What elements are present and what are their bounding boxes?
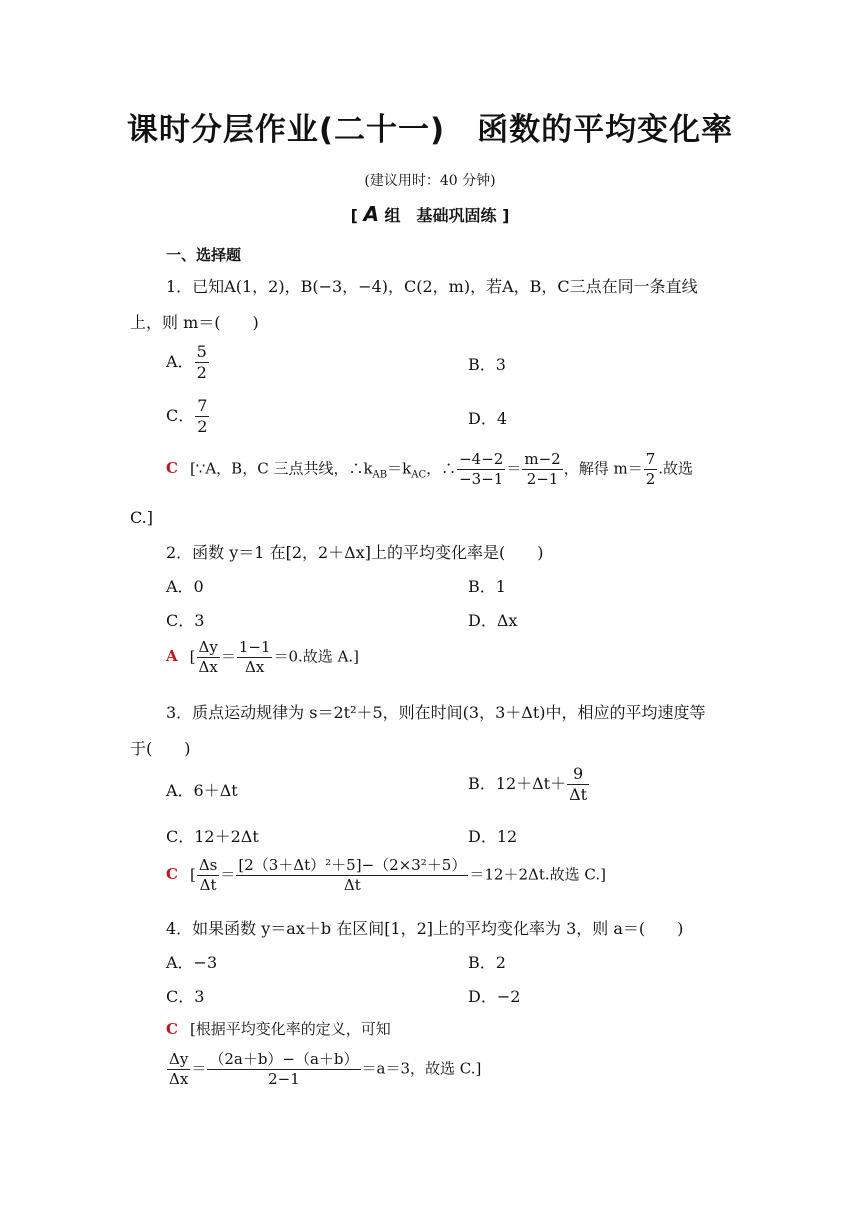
numerator: Δy	[169, 1050, 189, 1068]
q3-stem-line1: 3．质点运动规律为 s＝2t²＋5，则在时间(3，3＋Δt)中，相应的平均速度等	[166, 703, 706, 722]
equals-sign: ＝	[506, 459, 522, 478]
solution-text: ，∴	[426, 459, 457, 478]
denominator: Δx	[245, 657, 265, 676]
solution-text: [∵A，B，C 三点共线，∴k	[189, 459, 373, 478]
option-label: A．	[166, 352, 194, 371]
numerator: 5	[196, 342, 207, 361]
q3-option-b	[468, 764, 590, 805]
q3-option-c: C．12＋2Δt	[166, 827, 259, 846]
option-fraction	[567, 764, 589, 805]
suggested-time: (建议用时：40 分钟)	[364, 173, 496, 189]
numerator: 1−1	[238, 638, 271, 656]
numerator: m−2	[524, 450, 561, 468]
q3-option-a: A．6＋Δt	[166, 781, 238, 800]
q1-option-a	[166, 342, 210, 383]
solution-text: ，解得 m＝	[563, 459, 643, 478]
q3-option-d: D．12	[468, 827, 518, 846]
subscript: AB	[372, 469, 388, 481]
group-label: 组 基础巩固练	[384, 206, 497, 225]
q4-stem: 4．如果函数 y＝ax＋b 在区间[1，2]上的平均变化率为 3，则 a＝( )	[166, 919, 684, 938]
page-title: 课时分层作业(二十一) 函数的平均变化率	[126, 112, 734, 148]
numerator: Δs	[198, 856, 218, 874]
numerator: 9	[567, 764, 589, 785]
solution-text: [	[189, 647, 196, 666]
q1-option-b: B．3	[468, 355, 506, 374]
numerator: [2（3＋Δt）²＋5]−（2×3²＋5）	[238, 856, 467, 874]
denominator: 2−1	[526, 469, 559, 488]
q1-solution	[166, 450, 693, 489]
fraction	[207, 1050, 360, 1089]
answer-letter: C	[166, 1020, 178, 1038]
solution-text: .故选	[658, 459, 694, 478]
q3-solution	[166, 856, 606, 895]
solution-text: [	[189, 865, 196, 884]
denominator: Δx	[198, 657, 218, 676]
equals-sign: ＝	[220, 647, 236, 666]
equals-sign: ＝	[220, 865, 236, 884]
denominator: 2	[196, 363, 207, 382]
solution-text: [根据平均变化率的定义，可知	[189, 1020, 391, 1038]
fraction	[237, 638, 273, 677]
q1-solution-line2: C.]	[130, 508, 153, 527]
numerator: −4−2	[459, 450, 504, 468]
denominator: 2	[645, 469, 656, 488]
numerator: 7	[197, 396, 208, 415]
denominator: 2	[197, 417, 208, 436]
option-text: B．12＋Δt＋	[468, 774, 567, 793]
solution-text: ＝k	[387, 459, 412, 478]
fraction	[197, 638, 220, 677]
group-bracket-right: ]	[502, 206, 510, 225]
group-bracket-left: [	[350, 206, 358, 225]
q4-option-a: A．−3	[166, 953, 218, 972]
q2-solution	[166, 638, 359, 677]
answer-letter: A	[166, 647, 178, 666]
option-label: C．	[166, 406, 195, 425]
answer-letter: C	[166, 459, 178, 478]
denominator: Δt	[569, 785, 588, 804]
q2-option-b: B．1	[468, 577, 506, 596]
numerator: 7	[645, 450, 656, 468]
denominator: 2−1	[268, 1069, 300, 1088]
q2-option-d: D．Δx	[468, 611, 518, 630]
q2-option-c: C．3	[166, 611, 205, 630]
solution-text: ＝12＋2Δt.故选 C.]	[469, 865, 606, 884]
numerator: （2a＋b）−（a＋b）	[209, 1050, 359, 1068]
fraction	[457, 450, 505, 489]
q2-stem: 2．函数 y＝1 在[2，2＋Δx]上的平均变化率是( )	[166, 543, 544, 562]
q1-stem-line2: 上，则 m＝( )	[130, 313, 259, 332]
equals-sign: ＝	[191, 1059, 207, 1078]
fraction	[236, 856, 468, 895]
subscript: AC	[411, 469, 427, 481]
numerator: Δy	[198, 638, 218, 656]
fraction	[167, 1050, 190, 1089]
q4-solution-line1	[166, 1018, 391, 1039]
q1-stem-line1: 1．已知A(1，2)，B(−3，−4)，C(2，m)，若A，B，C三点在同一条直线	[166, 277, 698, 296]
solution-text: ＝a＝3，故选 C.]	[361, 1059, 482, 1078]
q3-stem-line2: 于( )	[130, 739, 191, 758]
q4-option-d: D．−2	[468, 987, 521, 1006]
fraction	[644, 450, 658, 489]
denominator: Δt	[343, 875, 361, 894]
denominator: Δx	[169, 1069, 189, 1088]
q2-option-a: A．0	[166, 577, 204, 596]
fraction	[522, 450, 562, 489]
denominator: −3−1	[459, 469, 504, 488]
section-heading: 一、选择题	[166, 246, 242, 264]
option-fraction	[195, 342, 209, 383]
q1-option-c	[166, 396, 210, 437]
q4-option-c: C．3	[166, 987, 205, 1006]
solution-text: ＝0.故选 A.]	[273, 647, 360, 666]
group-heading	[0, 202, 860, 226]
fraction	[197, 856, 220, 895]
option-fraction	[195, 396, 209, 437]
q1-option-d: D．4	[468, 409, 508, 428]
q4-option-b: B．2	[468, 953, 506, 972]
group-letter: A	[363, 202, 379, 226]
q4-solution-line2	[166, 1050, 481, 1089]
answer-letter: C	[166, 865, 178, 884]
denominator: Δt	[199, 875, 217, 894]
